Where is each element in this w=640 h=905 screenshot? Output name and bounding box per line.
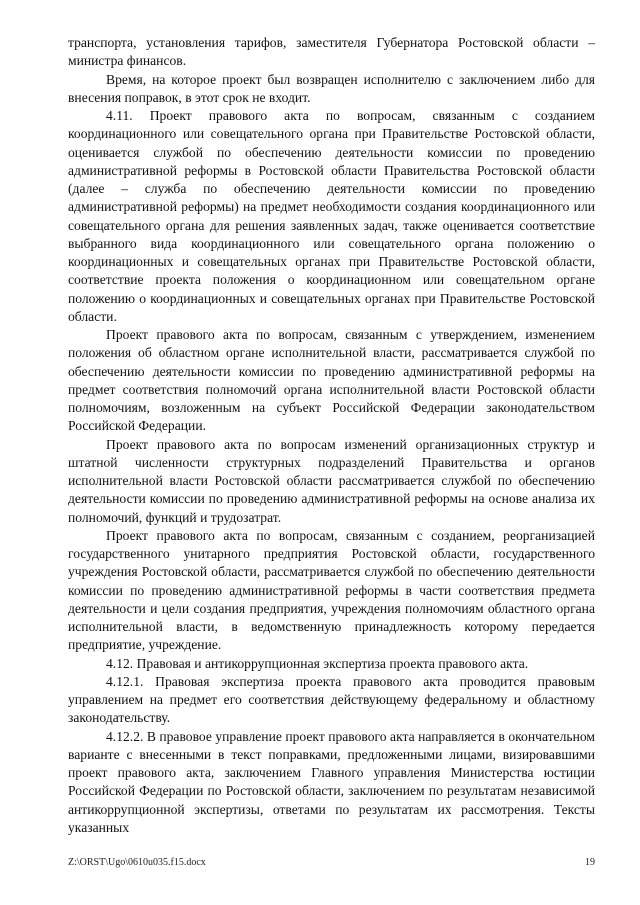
file-path: Z:\ORST\Ugo\0610u035.f15.docx xyxy=(68,857,206,868)
paragraph: Время, на которое проект был возвращен исполнителю с заключением либо для внесения поправок, в этот срок не входит. xyxy=(68,71,595,105)
paragraph: Проект правового акта по вопросам, связанным с утверждением, изменением положения об областном органе исполнительной власти, рассматривается службой по обеспечению деятельности комиссии по проведению административной реформы на предмет соответствия полномочий органа исполнительной власти Ростовской области полномочиям, возложенным на субъект Российской Федерации законодательством Российской Федерации. xyxy=(68,327,595,434)
paragraph: Проект правового акта по вопросам изменений организационных структур и штатной численности структурных подразделений Правительства и органов исполнительной власти Ростовской области рассматривается службой по обеспечению деятельности комиссии по проведению административной реформы на основе анализа их полномочий, функций и трудозатрат. xyxy=(68,436,595,525)
paragraph: Проект правового акта по вопросам, связанным с созданием, реорганизацией государственного унитарного предприятия Ростовской области, государственного учреждения Ростовской области, рассматривается службой по обеспечению деятельности комиссии по проведению административной реформы в части соответствия предмета деятельности и цели создания предприятия, учреждения полномочиям областного органа исполнительной власти, в ведомственную принадлежность которому передается предприятие, учреждение. xyxy=(68,527,595,653)
paragraph: 4.12. Правовая и антикоррупционная экспертиза проекта правового акта. xyxy=(106,655,529,671)
page-number: 19 xyxy=(585,857,595,868)
paragraph: транспорта, установления тарифов, заместителя Губернатора Ростовской области – министра финансов. xyxy=(68,35,595,69)
paragraph: 4.11. Проект правового акта по вопросам, связанным с созданием координационного или совещательного органа при Правительстве Ростовской области, оценивается службой по обеспечению деятельности комиссии по проведению административной реформы в Ростовской области Правительства Ростовской области (далее – служба по обеспечению деятельности комиссии по проведению административной реформы) на предмет необходимости создания координационного или совещательного органа для решения заявленных задач, также оценивается соответствие выбранного вида координационного или совещательного органа положению о координационных и совещательных органах при Правительстве Ростовской области, соответствие проекта положения о координационном или совещательном органе положению о координационных и совещательных органах при Правительстве Ростовской области. xyxy=(68,108,595,324)
document-body xyxy=(68,34,595,837)
paragraph: 4.12.1. Правовая экспертиза проекта правового акта проводится правовым управлением на предмет его соответствия действующему федеральному и областному законодательству. xyxy=(68,673,595,726)
paragraph: 4.12.2. В правовое управление проект правового акта направляется в окончательном варианте с внесенными в текст поправками, предложенными лицами, визировавшими проект правового акта, заключением Главного управления Министерства юстиции Российской Федерации по Ростовской области, заключением по результатам независимой антикоррупционной экспертизы, ответами по результатам их рассмотрения. Тексты указанных xyxy=(68,728,595,835)
